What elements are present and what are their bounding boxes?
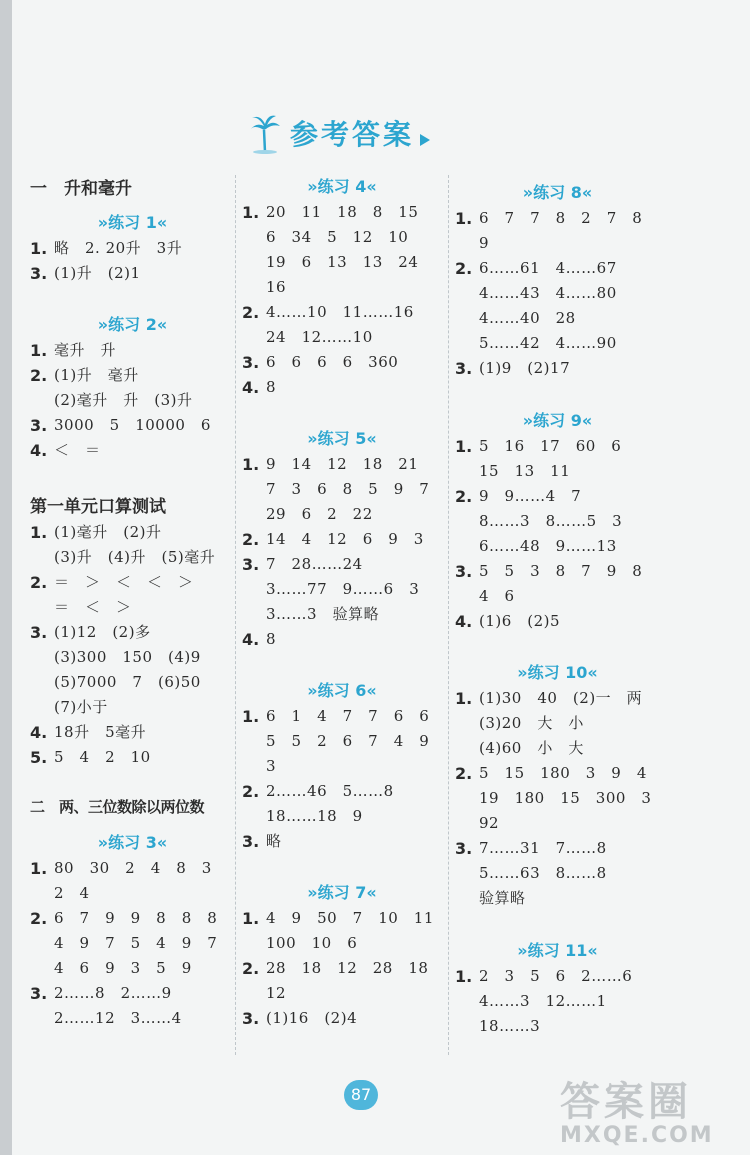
answer-item: 4. 8 xyxy=(242,630,277,649)
answer-continuation: 16 xyxy=(266,278,287,296)
practice-1 xyxy=(30,210,235,286)
watermark xyxy=(560,1070,740,1150)
answer-continuation: 9 xyxy=(479,234,490,252)
answer-continuation: 19 6 13 13 24 xyxy=(266,253,419,271)
answer-continuation: 3……77 9……6 3 xyxy=(266,580,420,598)
answer-continuation: 3 xyxy=(266,757,277,775)
practice-6 xyxy=(242,678,442,854)
practice-title: »练习 3« xyxy=(97,833,168,852)
answer-continuation: 4……3 12……1 xyxy=(479,992,607,1010)
answer-item: 1. 6 1 4 7 7 6 6 xyxy=(242,707,430,726)
answer-item: 4. (1)6 (2)5 xyxy=(455,612,561,631)
practice-7 xyxy=(242,880,442,1031)
binding-edge xyxy=(0,0,12,1155)
answer-continuation: 100 10 6 xyxy=(266,934,358,952)
answer-continuation: 18……18 9 xyxy=(266,807,363,825)
answer-item: 1. (1)30 40 (2)一 两 xyxy=(455,689,643,708)
answer-continuation: 24 12……10 xyxy=(266,328,373,346)
page-title: 参考答案 xyxy=(290,118,415,151)
answer-item: 4. 8 xyxy=(242,378,277,397)
answer-item: 2. ＝ ＞ ＜ ＜ ＞ xyxy=(30,573,194,592)
answer-continuation: 5 5 2 6 7 4 9 xyxy=(266,732,430,750)
answer-continuation: 92 xyxy=(479,814,500,832)
answer-item: 1. 2 3 5 6 2……6 xyxy=(455,967,633,986)
answer-continuation: (7)小于 xyxy=(54,698,108,716)
answer-continuation: ＝ ＜ ＞ xyxy=(54,598,132,616)
answer-item: 1. 6 7 7 8 2 7 8 xyxy=(455,209,643,228)
answer-continuation: 验算略 xyxy=(479,889,526,907)
test-title: 第一单元口算测试 xyxy=(30,497,166,517)
answer-item: 4. ＜ ＝ xyxy=(30,441,101,460)
answer-continuation: 4……40 28 xyxy=(479,309,576,327)
answer-item: 3. 略 xyxy=(242,832,282,851)
answer-continuation: 18……3 xyxy=(479,1017,541,1035)
answer-item: 2. (1)升 毫升 xyxy=(30,366,139,385)
answer-item: 2. 9 9……4 7 xyxy=(455,487,582,506)
practice-10 xyxy=(455,660,660,911)
answer-item: 2. 5 15 180 3 9 4 xyxy=(455,764,647,783)
answer-continuation: 4……43 4……80 xyxy=(479,284,617,302)
answer-item: 3. 3000 5 10000 6 xyxy=(30,416,211,435)
palm-tree-icon xyxy=(248,112,282,154)
practice-8 xyxy=(455,180,660,381)
answer-item: 3. 5 5 3 8 7 9 8 xyxy=(455,562,643,581)
page-number-badge: 87 xyxy=(344,1080,378,1110)
answer-item: 5. 5 4 2 10 xyxy=(30,748,151,767)
unit-1-heading: 一 升和毫升 xyxy=(30,179,132,199)
answer-continuation: 5……42 4……90 xyxy=(479,334,617,352)
practice-3 xyxy=(30,830,235,1031)
answer-continuation: 4 9 7 5 4 9 7 xyxy=(54,934,218,952)
practice-5 xyxy=(242,426,442,652)
practice-2 xyxy=(30,312,235,463)
answer-continuation: 6……48 9……13 xyxy=(479,537,617,555)
practice-title: »练习 6« xyxy=(307,681,377,700)
practice-title: »练习 11« xyxy=(517,941,598,960)
answer-item: 3. (1)16 (2)4 xyxy=(242,1009,358,1028)
practice-title: »练习 5« xyxy=(307,429,377,448)
practice-title: »练习 1« xyxy=(97,213,168,232)
answer-item: 2. 6……61 4……67 xyxy=(455,259,617,278)
practice-title: »练习 10« xyxy=(517,663,598,682)
answer-item: 3. (1)升 (2)1 xyxy=(30,264,141,283)
practice-9 xyxy=(455,408,660,634)
answer-continuation: 5……63 8……8 xyxy=(479,864,607,882)
answer-continuation: 4 6 xyxy=(479,587,515,605)
answer-continuation: (5)7000 7 (6)50 xyxy=(54,673,201,691)
practice-title: »练习 2« xyxy=(97,315,168,334)
answer-continuation: 2 4 xyxy=(54,884,90,902)
answer-item: 2. 14 4 12 6 9 3 xyxy=(242,530,424,549)
answer-continuation: (3)升 (4)升 (5)毫升 xyxy=(54,548,216,566)
answer-item: 3. 7……31 7……8 xyxy=(455,839,607,858)
unit-2-heading: 二 两、三位数除以两位数 xyxy=(30,798,205,816)
answer-item: 3. (1)12 (2)多 xyxy=(30,623,151,642)
answer-continuation: 19 180 15 300 3 xyxy=(479,789,652,807)
answer-continuation: (3)300 150 (4)9 xyxy=(54,648,201,666)
answer-item: 1. 80 30 2 4 8 3 xyxy=(30,859,212,878)
practice-title: »练习 7« xyxy=(307,883,377,902)
column-divider xyxy=(235,175,236,1055)
practice-title: »练习 4« xyxy=(307,177,377,196)
answer-item: 3. (1)9 (2)17 xyxy=(455,359,571,378)
answer-item: 1. 4 9 50 7 10 11 xyxy=(242,909,434,928)
answer-continuation: 12 xyxy=(266,984,287,1002)
answer-item: 2. 2……46 5……8 xyxy=(242,782,394,801)
answer-continuation: 3……3 验算略 xyxy=(266,605,380,623)
triangle-marker-icon xyxy=(420,134,430,146)
answer-item: 3. 6 6 6 6 360 xyxy=(242,353,399,372)
answer-continuation: 15 13 11 xyxy=(479,462,571,480)
answer-item: 1. (1)毫升 (2)升 xyxy=(30,523,162,542)
answer-item: 2. 4……10 11……16 xyxy=(242,303,414,322)
answer-continuation: 4 6 9 3 5 9 xyxy=(54,959,192,977)
answer-item: 1. 毫升 升 xyxy=(30,341,117,360)
answer-continuation: 7 3 6 8 5 9 7 xyxy=(266,480,430,498)
unit-1-oral-test xyxy=(30,494,235,770)
practice-title: »练习 8« xyxy=(522,183,593,202)
answer-continuation: (3)20 大 小 xyxy=(479,714,584,732)
answer-item: 2. 28 18 12 28 18 xyxy=(242,959,429,978)
answer-continuation: 8……3 8……5 3 xyxy=(479,512,623,530)
page-header xyxy=(248,108,430,158)
answer-item: 3. 2……8 2……9 xyxy=(30,984,172,1003)
answer-item: 2. 6 7 9 9 8 8 8 xyxy=(30,909,218,928)
answer-continuation: (2)毫升 升 (3)升 xyxy=(54,391,193,409)
answer-item: 1. 9 14 12 18 21 xyxy=(242,455,419,474)
answer-item: 4. 18升 5毫升 xyxy=(30,723,147,742)
answer-item: 1. 略 2. 20升 3升 xyxy=(30,239,183,258)
column-divider xyxy=(448,175,449,1055)
practice-title: »练习 9« xyxy=(522,411,593,430)
practice-4 xyxy=(242,174,442,400)
watermark-logo: 答案圈 xyxy=(560,1079,692,1125)
answer-continuation: (4)60 小 大 xyxy=(479,739,584,757)
answer-item: 3. 7 28……24 xyxy=(242,555,363,574)
answer-continuation: 6 34 5 12 10 xyxy=(266,228,409,246)
practice-11 xyxy=(455,938,660,1039)
watermark-url: MXQE.COM xyxy=(560,1123,714,1148)
answer-item: 1. 20 11 18 8 15 xyxy=(242,203,419,222)
answer-item: 1. 5 16 17 60 6 xyxy=(455,437,622,456)
answer-continuation: 2……12 3……4 xyxy=(54,1009,182,1027)
answer-continuation: 29 6 2 22 xyxy=(266,505,373,523)
